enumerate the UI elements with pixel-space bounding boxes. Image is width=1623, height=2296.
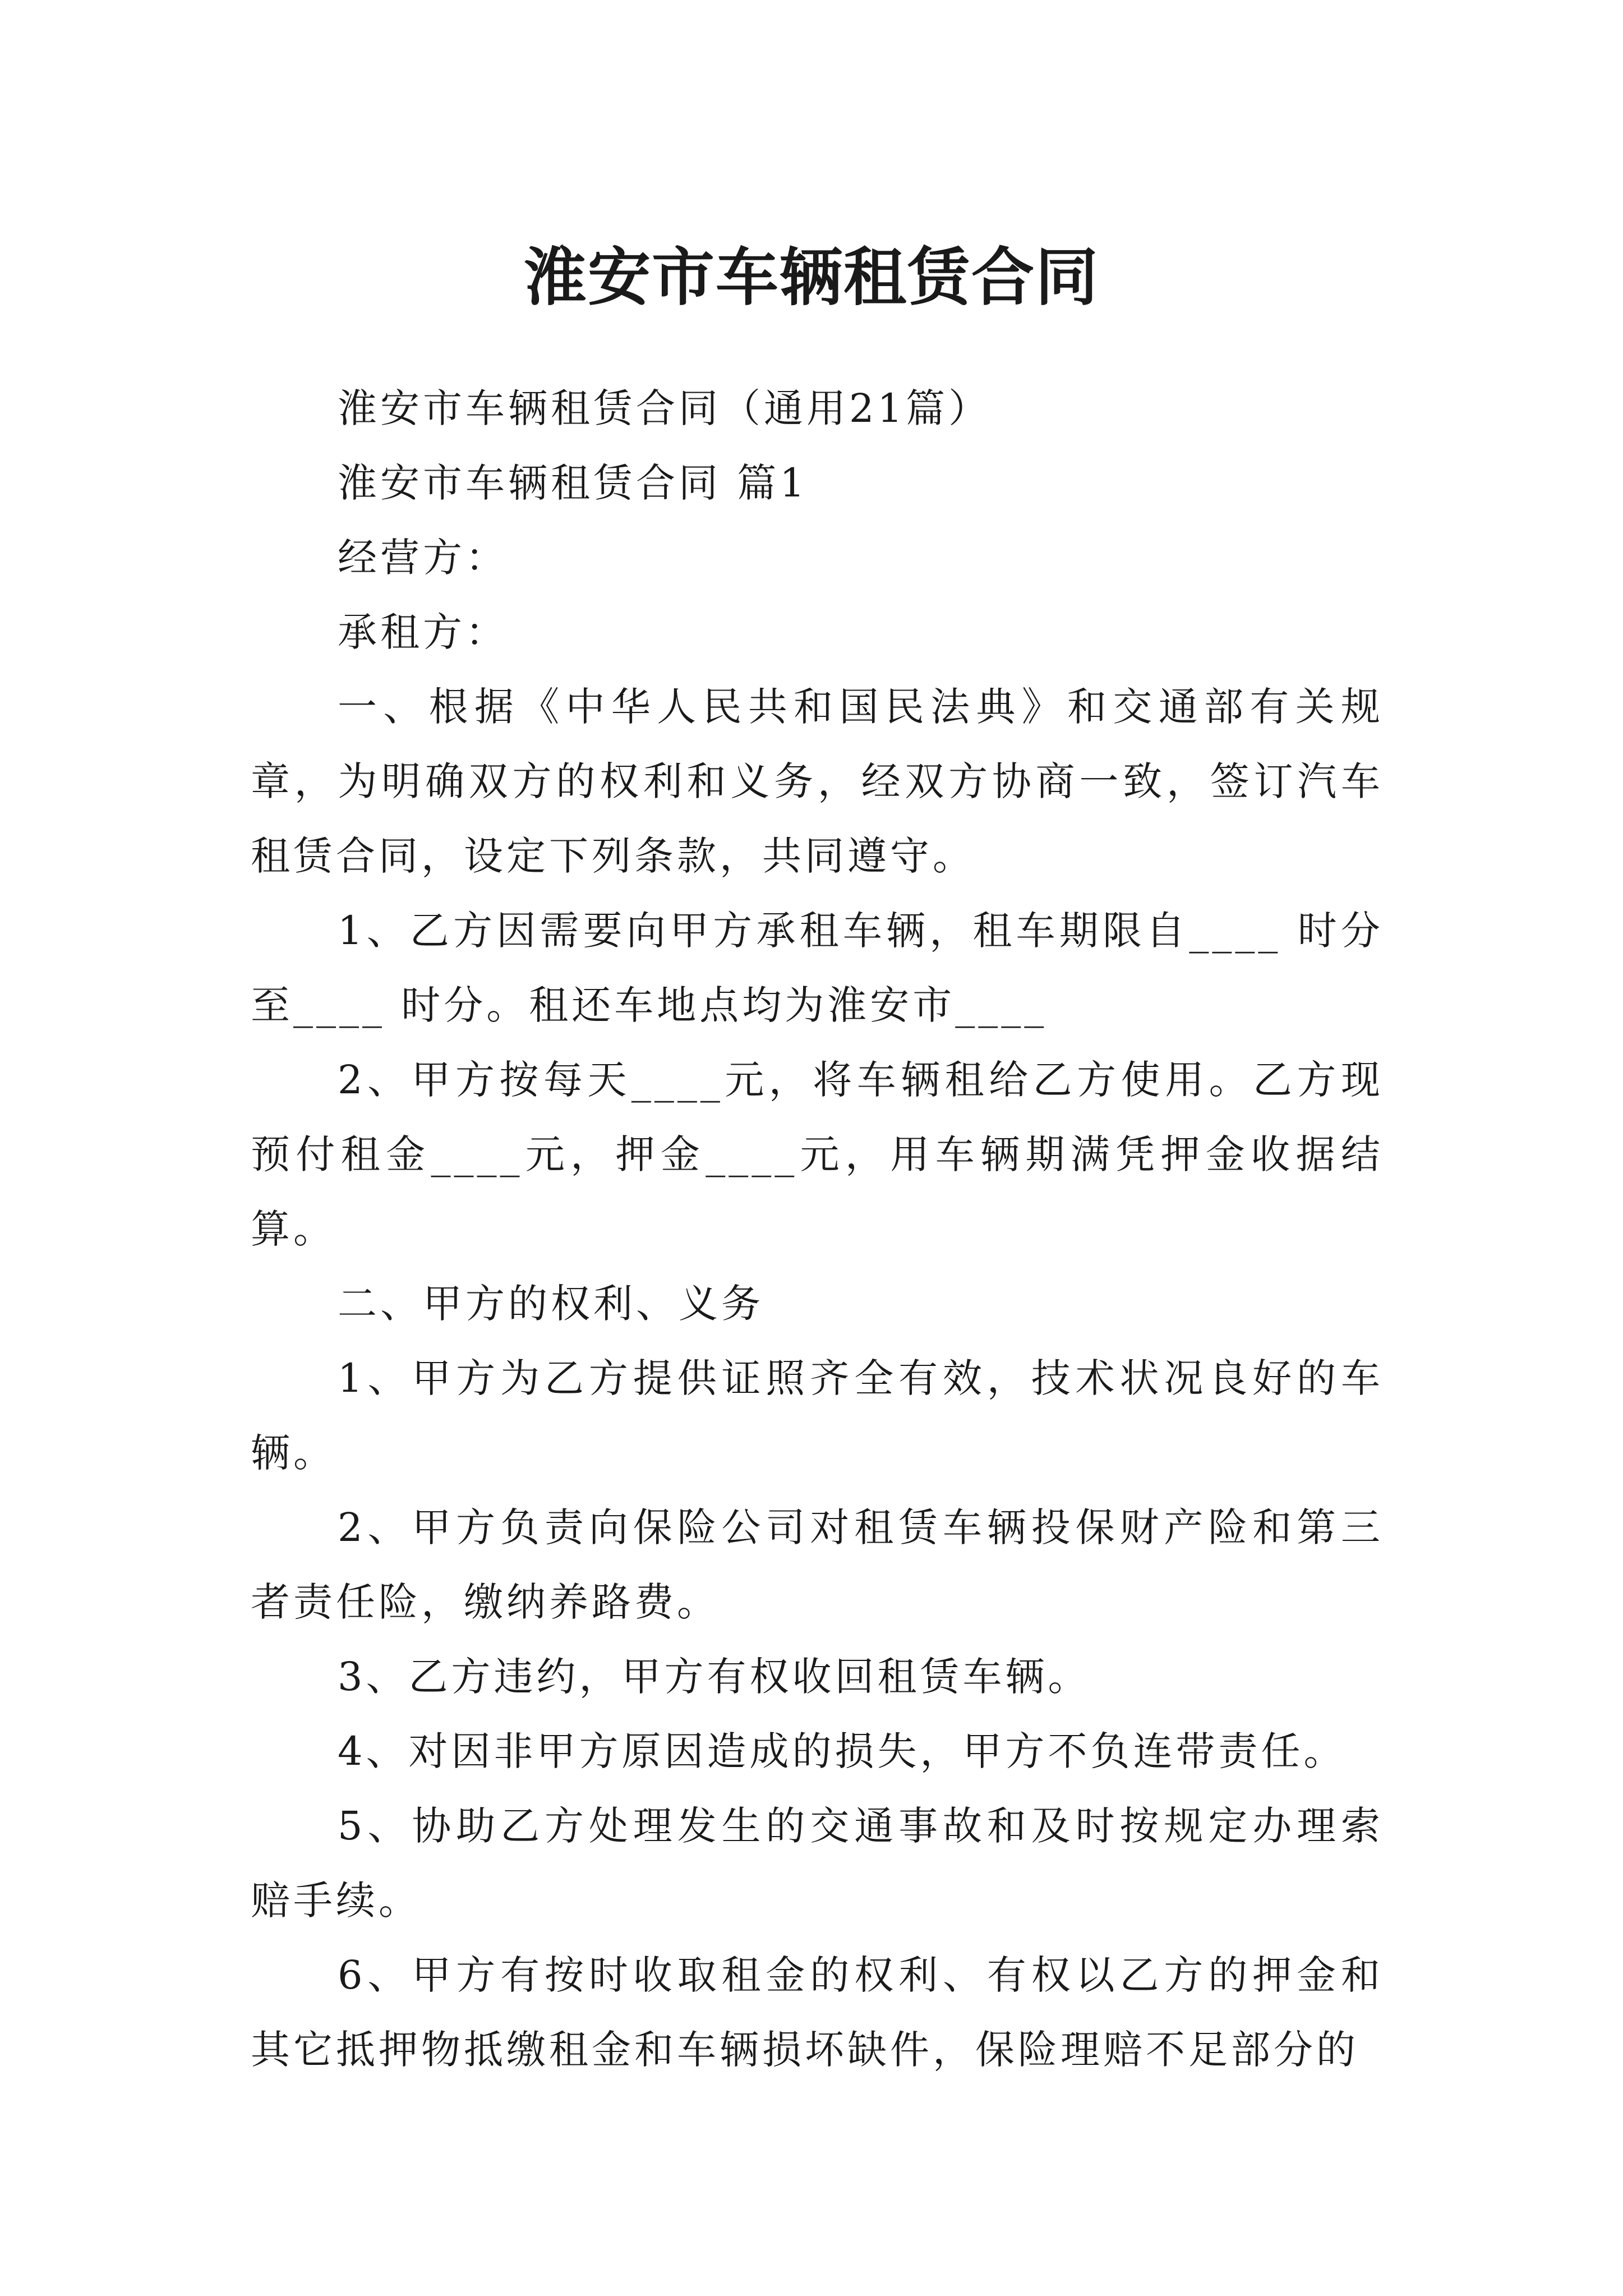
paragraph-clause-1-2: 2、甲方按每天____元，将车辆租给乙方使用。乙方现预付租金____元，押金____元，用车辆期满凭押金收据结算。	[251, 1057, 1384, 1252]
paragraph-lessee: 承租方：	[338, 609, 508, 655]
paragraph-clause-2-2: 2、甲方负责向保险公司对租赁车辆投保财产险和第三者责任险，缴纳养路费。	[251, 1504, 1384, 1625]
paragraph-section-heading: 淮安市车辆租赁合同 篇1	[338, 460, 808, 506]
paragraph-clause-2-1: 1、甲方为乙方提供证照齐全有效，技术状况良好的车辆。	[251, 1355, 1384, 1476]
paragraph-clause-2: 二、甲方的权利、义务	[338, 1281, 764, 1327]
document-body	[251, 371, 1384, 2087]
paragraph-operator: 经营方：	[338, 535, 508, 581]
paragraph-clause-1-1: 1、乙方因需要向甲方承租车辆，租车期限自____ 时分至____ 时分。租还车地点均为淮安市____	[251, 908, 1384, 1028]
paragraph-clause-2-5: 5、协助乙方处理发生的交通事故和及时按规定办理索赔手续。	[251, 1803, 1384, 1924]
paragraph-clause-2-3: 3、乙方违约，甲方有权收回租赁车辆。	[338, 1654, 1091, 1700]
paragraph-clause-1: 一、根据《中华人民共和国民法典》和交通部有关规章，为明确双方的权利和义务，经双方协商一致，签订汽车租赁合同，设定下列条款，共同遵守。	[251, 684, 1384, 879]
paragraph-clause-2-4: 4、对因非甲方原因造成的损失，甲方不负连带责任。	[338, 1728, 1347, 1774]
paragraph-subtitle: 淮安市车辆租赁合同（通用21篇）	[338, 385, 992, 431]
paragraph-clause-2-6: 6、甲方有按时收取租金的权利、有权以乙方的押金和其它抵押物抵缴租金和车辆损坏缺件，保险理赔不足部分的	[251, 1952, 1384, 2073]
document-title: 淮安市车辆租赁合同	[524, 241, 1099, 315]
